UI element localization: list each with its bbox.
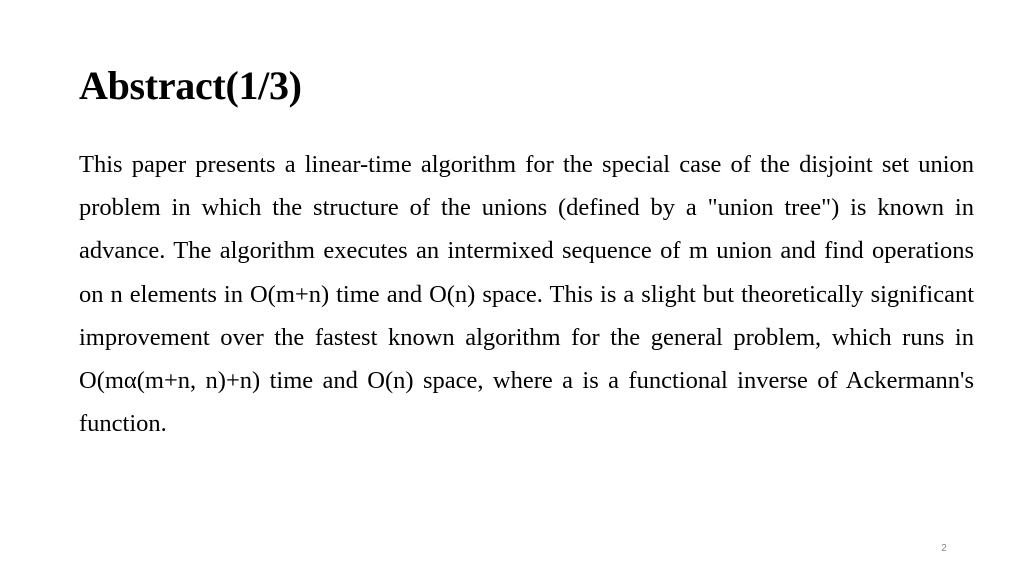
page-number: 2 <box>941 543 947 554</box>
slide-title: Abstract(1/3) <box>79 63 302 108</box>
abstract-paragraph: This paper presents a linear-time algorithm for the special case of the disjoint set union problem in which the structure of the unions (defined by a "union tree") is known in advance. The algorithm executes an intermixed sequence of m union and find operations on n elements in O(m+n) time and O(n) space. This is a slight but theoretically significant improvement over the fastest known algorithm for the general problem, which runs in O(mα(m+n, n)+n) time and O(n) space, where a is a functional inverse of Ackermann's function. <box>79 151 974 438</box>
